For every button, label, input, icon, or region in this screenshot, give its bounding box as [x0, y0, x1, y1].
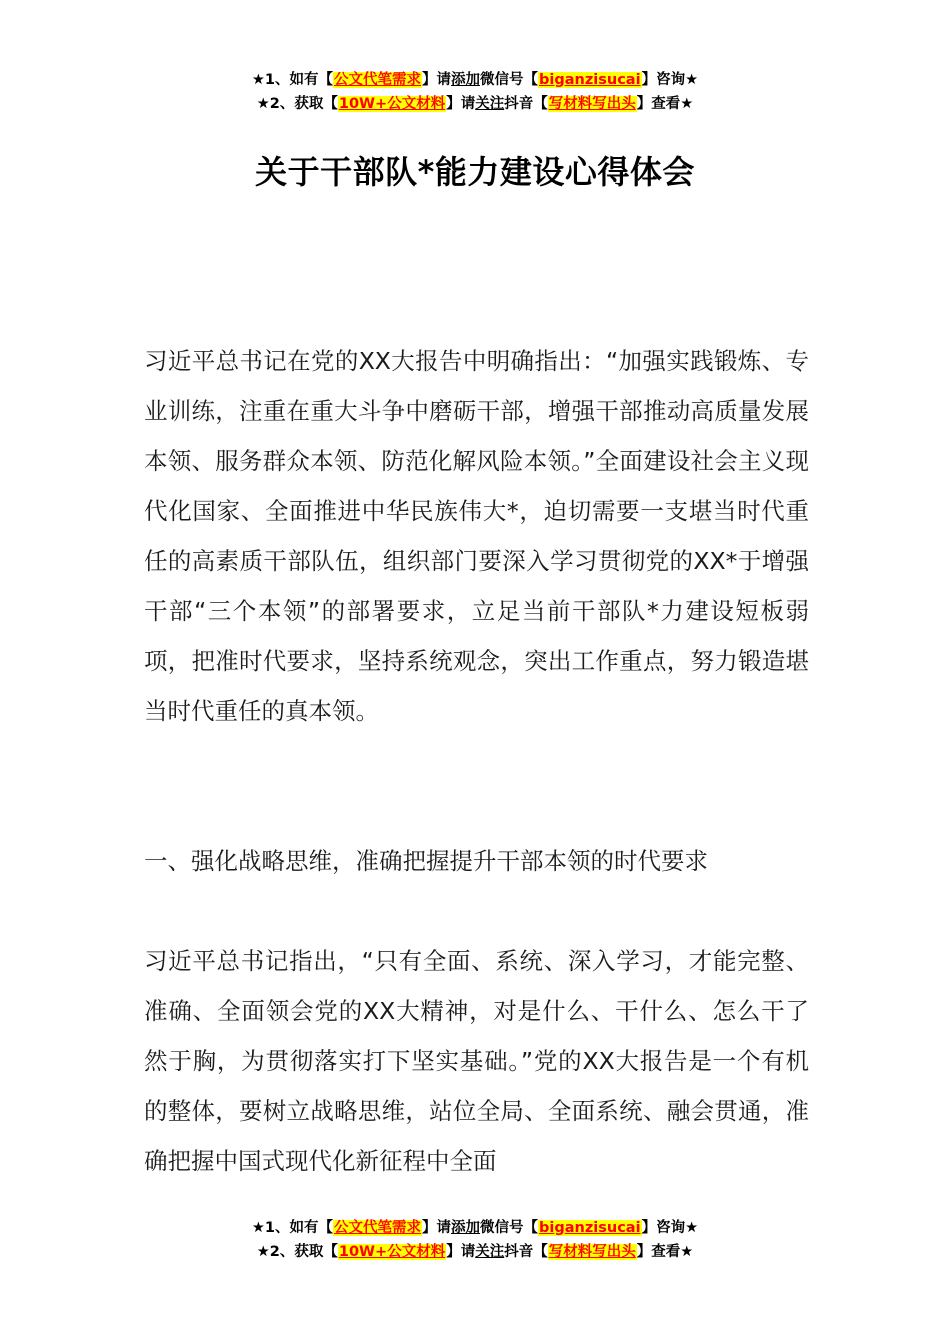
promo-text: 】请 [422, 1220, 452, 1236]
promo-text: 】请 [446, 1244, 476, 1260]
body-paragraph-intro: 习近平总书记在党的XX大报告中明确指出：“加强实践锻炼、专业训练，注重在重大斗争中磨砺干部，增强干部推动高质量发展本领、服务群众本领、防范化解风险本领。”全面建设社会主义现代化国家、全面推进中华民族伟大*，迫切需要一支堪当时代重任的高素质干部队伍，组织部门要深入学习贯彻党的XX*于增强干部“三个本领”的部署要求，立足当前干部队*力建设短板弱项，把准时代要求，坚持系统观念，突出工作重点，努力锻造堪当时代重任的真本领。 [144, 347, 809, 725]
section-heading-1: 一、强化战略思维，准确把握提升干部本领的时代要求 [144, 847, 708, 875]
promo-line-2 [0, 92, 950, 116]
promo-line-2 [0, 1240, 950, 1264]
promo-text: ★1、如有【 [251, 1220, 334, 1236]
promo-highlight-materials: 10W+公文材料 [338, 1244, 446, 1260]
promo-highlight-service: 公文代笔需求 [334, 1220, 422, 1236]
promo-header [0, 68, 950, 116]
promo-highlight-materials: 10W+公文材料 [338, 96, 446, 112]
promo-highlight-douyin: 写材料写出头 [548, 96, 636, 112]
promo-text: 微信号【 [480, 72, 539, 88]
promo-text: 】咨询★ [641, 72, 699, 88]
body-paragraph-section-1: 习近平总书记指出，“只有全面、系统、深入学习，才能完整、准确、全面领会党的XX大精神，对是什么、干什么、怎么干了然于胸，为贯彻落实打下坚实基础。”党的XX大报告是一个有机的整体，要树立战略思维，站位全局、全面系统、融会贯通，准确把握中国式现代化新征程中全面 [144, 947, 809, 1175]
promo-footer [0, 1216, 950, 1264]
promo-highlight-service: 公文代笔需求 [334, 72, 422, 88]
promo-line-1 [0, 1216, 950, 1240]
promo-emphasis: 关注 [475, 96, 505, 112]
promo-text: 】请 [422, 72, 452, 88]
promo-text: 】查看★ [636, 1244, 694, 1260]
promo-text: 抖音【 [504, 1244, 548, 1260]
promo-text: 微信号【 [480, 1220, 539, 1236]
promo-text: 】咨询★ [641, 1220, 699, 1236]
promo-text: ★1、如有【 [251, 72, 334, 88]
document-title: 关于干部队*能力建设心得体会 [255, 153, 695, 191]
promo-emphasis: 添加 [451, 1220, 481, 1236]
promo-emphasis: 添加 [451, 72, 481, 88]
promo-text: 】查看★ [636, 96, 694, 112]
promo-text: 抖音【 [504, 96, 548, 112]
promo-text: ★2、获取【 [256, 96, 338, 112]
promo-highlight-douyin: 写材料写出头 [548, 1244, 636, 1260]
promo-line-1 [0, 68, 950, 92]
promo-emphasis: 关注 [475, 1244, 505, 1260]
promo-text: 】请 [446, 96, 476, 112]
promo-text: ★2、获取【 [256, 1244, 338, 1260]
promo-highlight-wechat: biganzisucai [539, 72, 641, 88]
promo-highlight-wechat: biganzisucai [539, 1220, 641, 1236]
